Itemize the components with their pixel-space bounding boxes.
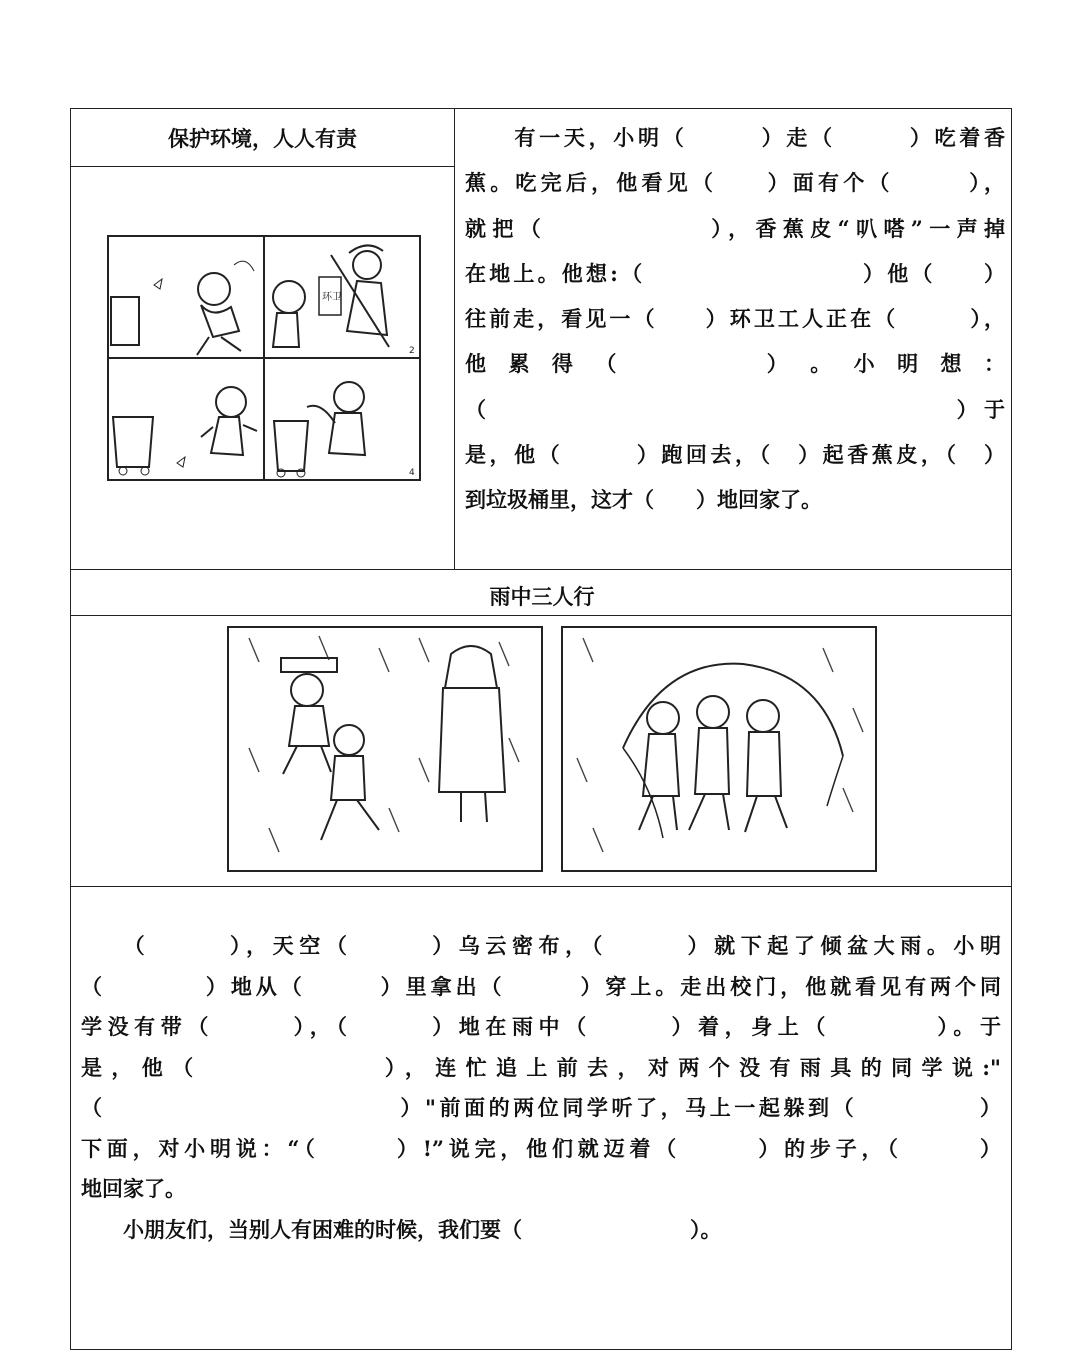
panel-number-2: 2 xyxy=(409,346,415,356)
story-line: （ ）"前面的两位同学听了，马上一起躲到（ ） xyxy=(81,1095,1001,1120)
comic-litter-drawing xyxy=(109,237,419,479)
story-line: （ ），天空（ ）乌云密布，（ ）就下起了倾盆大雨。小明 xyxy=(81,933,1001,958)
worksheet-table xyxy=(70,108,1012,1350)
story-line: 学没有带（ ），（ ）地在雨中（ ）着，身上（ ）。于 xyxy=(81,1014,1001,1039)
story-line: （ ）地从（ ）里拿出（ ）穿上。走出校门，他就看见有两个同 xyxy=(81,973,1001,999)
row-divider xyxy=(71,569,1011,570)
section2-story xyxy=(81,926,1001,1250)
story-line: 有一天，小明（ ）走（ ）吃着香 xyxy=(465,125,1005,150)
story-line: 就把（ ），香蕉皮“叭嗒”一声掉 xyxy=(465,215,1005,241)
section2-story-cell xyxy=(71,886,1013,1351)
story-line: 他 累 得 （ ） 。 小 明 想 ： xyxy=(465,351,1005,377)
column-divider xyxy=(454,109,455,569)
story-line: 往前走，看见一（ ）环卫工人正在（ ）， xyxy=(465,306,1005,332)
comic-rain-left-drawing xyxy=(229,628,541,870)
story-line: 下面，对小明说：“（ ）!”说完，他们就迈着（ ）的步子，（ ） xyxy=(81,1135,1001,1161)
comic-sign-label: 环卫 xyxy=(322,292,342,303)
comic-rain-right xyxy=(561,626,877,872)
section1-title: 保护环境，人人有责 xyxy=(168,126,357,151)
story-line: 到垃圾桶里，这才（ ）地回家了。 xyxy=(465,487,822,513)
story-line: （ ）于 xyxy=(465,396,1005,422)
panel-number-4: 4 xyxy=(409,468,415,478)
story-line: 小朋友们，当别人有困难的时候，我们要（ ）。 xyxy=(81,1216,722,1242)
comic-rain-right-drawing xyxy=(563,628,875,870)
section1-story xyxy=(465,115,1005,523)
story-line: 地回家了。 xyxy=(81,1176,186,1201)
row-divider xyxy=(71,615,1011,616)
story-line: 是，他（ ），连忙追上前去，对两个没有雨具的同学说:" xyxy=(81,1054,1001,1080)
section2-title: 雨中三人行 xyxy=(489,584,595,609)
comic-litter-illustration xyxy=(107,235,421,481)
story-line: 在地上。他想:（ ）他（ ） xyxy=(465,260,1005,286)
story-line: 蕉。吃完后，他看见（ ）面有个（ ）， xyxy=(465,170,1005,196)
title-row-divider xyxy=(71,166,454,167)
story-line: 是，他（ ）跑回去，（ ）起香蕉皮，（ ） xyxy=(465,442,1005,468)
comic-rain-left xyxy=(227,626,543,872)
